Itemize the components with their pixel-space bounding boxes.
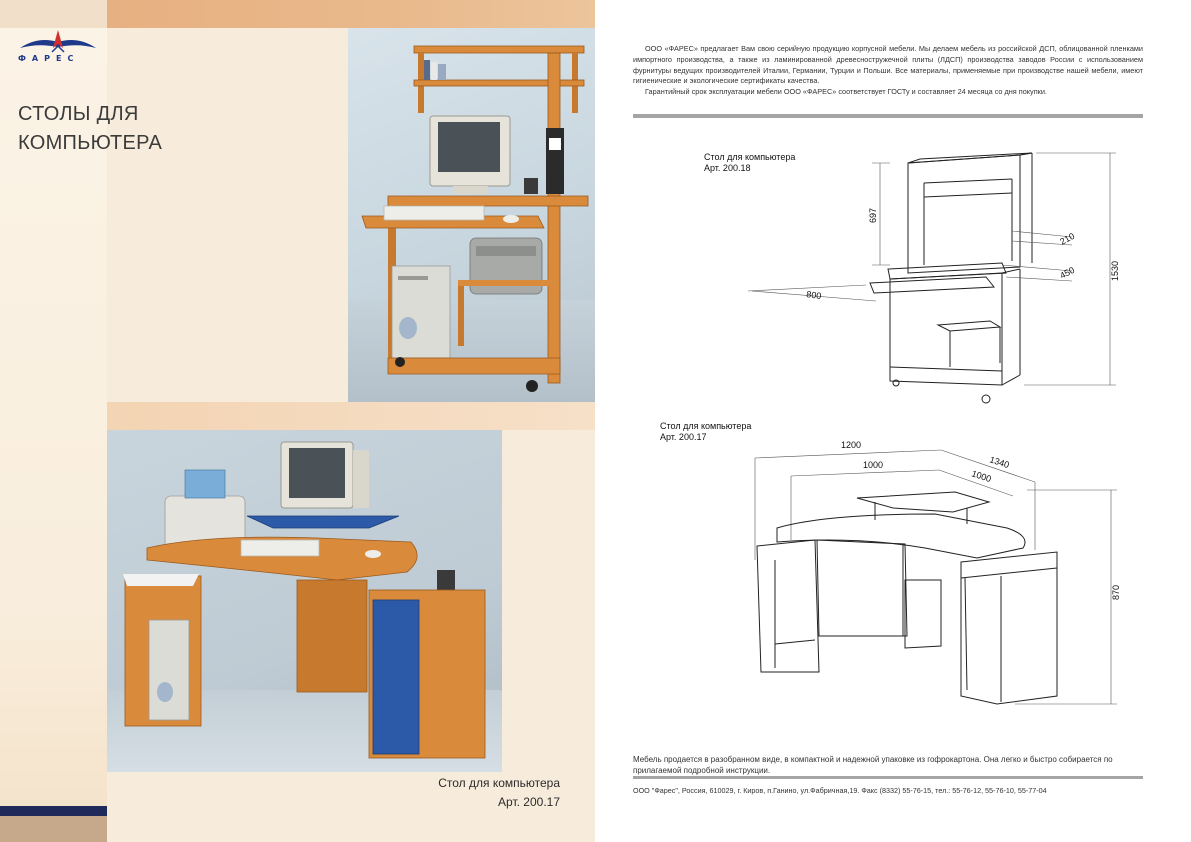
company-address: ООО "Фарес", Россия, 610029, г. Киров, п.Ганино, ул.Фабричная,19. Факс (8332) 55-76-15, тел.: 55-76-12, 55-76-10, 55-77-04 <box>633 786 1047 795</box>
product-caption-200-17: Стол для компьютера <box>438 776 560 790</box>
dim-width: 800 <box>805 289 822 302</box>
technical-drawing-200-18 <box>740 145 1170 405</box>
drawing-label-200-17 <box>660 421 751 443</box>
dim-outer-right: 1340 <box>988 454 1011 471</box>
bottom-accent-band <box>0 806 107 816</box>
technical-drawing-200-17 <box>745 440 1145 710</box>
top-bar <box>107 0 595 28</box>
middle-band <box>107 402 595 430</box>
computer-desk-200-17-illustration <box>107 430 502 772</box>
divider-top <box>633 114 1143 118</box>
divider-bottom <box>633 776 1143 779</box>
intro-paragraph: ООО «ФАРЕС» предлагает Вам свою серийную продукцию корпусной мебели. Мы делаем мебель из российской ДСП, облицованной пленками импортного производства, а также из ламинированной древесностружечной плиты (ЛДСП) производства заводов России с использованием фурнитуры ведущих производителей Италии, Германии, Турции и Польши. Все материалы, применяемые при производстве нашей мебели, имеют гигиенические и экологические сертификаты качества. <box>633 44 1143 86</box>
top-bar-left <box>0 0 107 28</box>
intro-text <box>633 44 1143 98</box>
drawing-title: Стол для компьютера <box>704 152 796 162</box>
dim-shelf-depth: 210 <box>1058 230 1077 247</box>
drawing-article: Арт. 200.18 <box>704 163 751 173</box>
dim-shelf-height: 697 <box>868 207 878 223</box>
assembly-note: Мебель продается в разобранном виде, в компактной и надежной упаковке из гофрокартона. Она легко и быстро собирается по прилагаемой подробной инструкции. <box>633 755 1113 775</box>
dim-height: 870 <box>1111 584 1121 600</box>
dim-outer-left: 1200 <box>841 440 862 450</box>
dim-desk-depth: 450 <box>1058 264 1077 281</box>
bottom-tan-band <box>0 816 107 842</box>
product-article-200-17: Арт. 200.17 <box>498 795 560 809</box>
drawing-title: Стол для компьютера <box>660 421 752 431</box>
dim-inner-right: 1000 <box>970 468 993 485</box>
dim-height: 1530 <box>1110 260 1120 281</box>
page-title: СТОЛЫ ДЛЯ КОМПЬЮТЕРА <box>18 103 163 154</box>
drawing-article: Арт. 200.17 <box>660 432 707 442</box>
warranty-paragraph: Гарантийный срок эксплуатации мебели ООО «ФАРЕС» соответствует ГОСТу и составляет 24 месяца со дня покупки. <box>645 87 1047 97</box>
dim-inner-left: 1000 <box>863 460 884 470</box>
brand-logo-text: ФАРЕС <box>18 54 80 63</box>
computer-desk-200-18-illustration <box>348 28 595 402</box>
